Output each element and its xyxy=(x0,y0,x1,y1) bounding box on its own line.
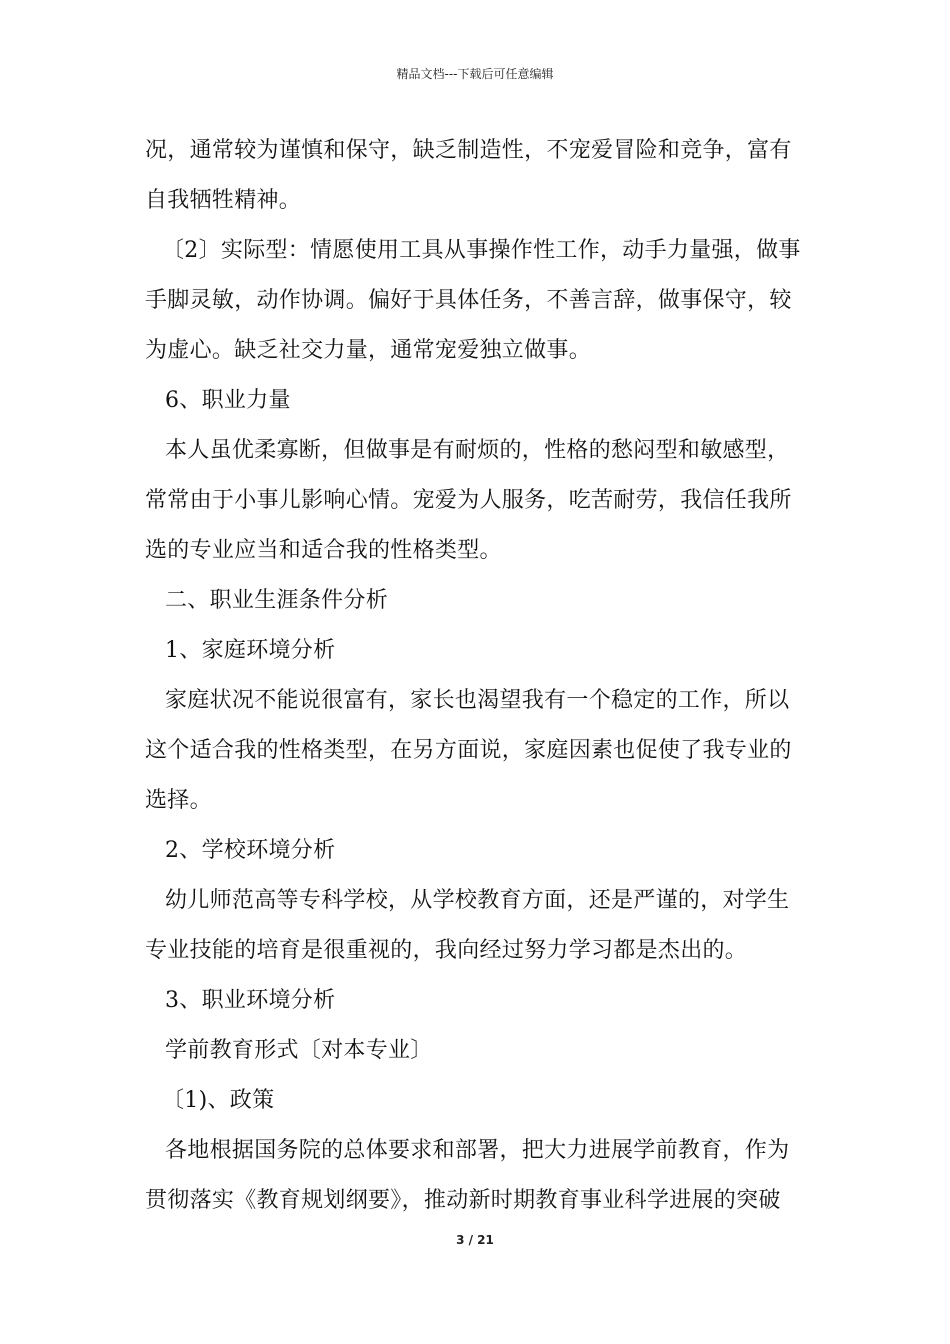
body-line: 况，通常较为谨慎和保守，缺乏制造性，不宠爱冒险和竞争，富有 xyxy=(145,138,792,163)
body-line: 各地根据国务院的总体要求和部署，把大力进展学前教育，作为 xyxy=(165,1138,790,1163)
page-header: 精品文档---下载后可任意编辑 xyxy=(396,67,554,81)
section-heading: 6、职业力量 xyxy=(165,388,291,413)
section-heading: 2、学校环境分析 xyxy=(165,838,336,863)
body-line: 自我牺牲精神。 xyxy=(145,188,302,213)
body-line: 家庭状况不能说很富有，家长也渴望我有一个稳定的工作，所以 xyxy=(165,688,790,713)
section-heading: 3、职业环境分析 xyxy=(165,988,336,1013)
body-line: 为虚心。缺乏社交力量，通常宠爱独立做事。 xyxy=(145,338,592,363)
section-heading: 1、家庭环境分析 xyxy=(165,638,336,663)
body-line: 学前教育形式〔对本专业〕 xyxy=(165,1038,433,1063)
body-line: 〔2〕实际型：情愿使用工具从事操作性工作，动手力量强，做事 xyxy=(162,238,801,263)
section-heading: 〔1)、政策 xyxy=(162,1088,275,1113)
body-line: 手脚灵敏，动作协调。偏好于具体任务，不善言辞，做事保守，较 xyxy=(145,288,792,313)
body-line: 常常由于小事儿影响心情。宠爱为人服务，吃苦耐劳，我信任我所 xyxy=(145,488,792,513)
body-line: 这个适合我的性格类型，在另方面说，家庭因素也促使了我专业的 xyxy=(145,738,792,763)
body-line: 幼儿师范高等专科学校，从学校教育方面，还是严谨的，对学生 xyxy=(165,888,790,913)
body-line: 选的专业应当和适合我的性格类型。 xyxy=(145,538,502,563)
document-body xyxy=(145,126,810,1226)
section-heading: 二、职业生涯条件分析 xyxy=(165,588,389,613)
body-line: 本人虽优柔寡断，但做事是有耐烦的，性格的愁闷型和敏感型， xyxy=(165,438,790,463)
body-line: 贯彻落实《教育规划纲要》，推动新时期教育事业科学进展的突破 xyxy=(145,1188,781,1213)
page-number: 3 / 21 xyxy=(456,1233,494,1247)
body-line: 专业技能的培育是很重视的，我向经过努力学习都是杰出的。 xyxy=(145,938,748,963)
body-line: 选择。 xyxy=(145,788,212,813)
